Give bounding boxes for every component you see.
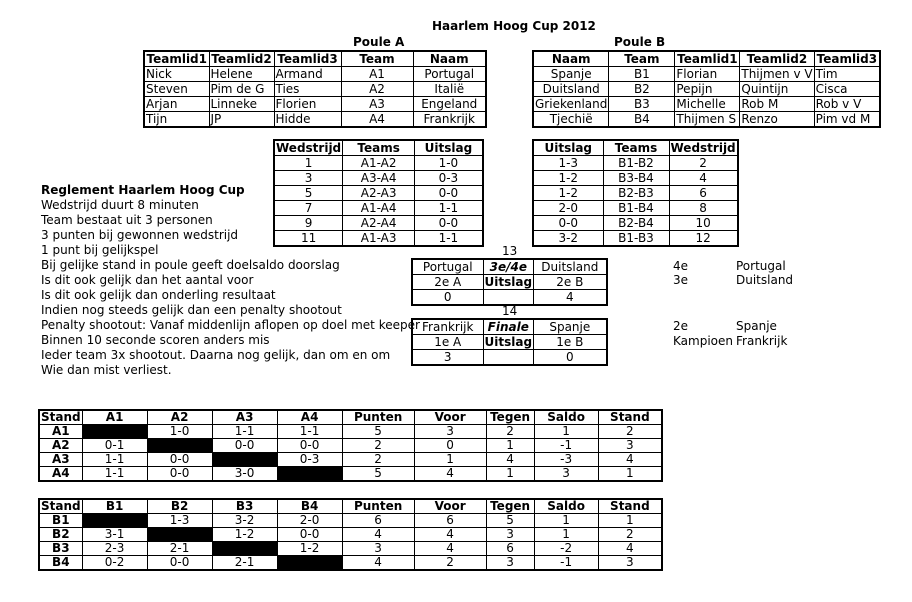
standings-a-cell: 4 [414, 467, 486, 482]
standings-a-cell: 1 [534, 425, 598, 439]
standings-b-cell: 0-2 [82, 556, 147, 571]
poule-a-header: Teamlid2 [209, 51, 274, 67]
poule-a-cell: A4 [341, 112, 413, 128]
matches-a-cell: A1-A2 [343, 156, 415, 171]
matches-b-cell: 10 [669, 216, 738, 231]
rule-line: Bij gelijke stand in poule geeft doelsaldo doorslag [41, 258, 340, 272]
rule-line: Ieder team 3x shootout. Daarna nog gelijk, dan om en om [41, 348, 391, 362]
standings-b-row [39, 542, 662, 556]
third-place-score-right: 4 [565, 290, 574, 304]
standings-a-header: A2 [147, 410, 212, 425]
matches-a-cell: A2-A3 [343, 186, 415, 201]
standings-b-cell: B1 [39, 514, 82, 528]
poule-b-cell: Michelle [675, 97, 740, 112]
matches-b-row [533, 201, 738, 216]
standings-b-cell: 4 [342, 556, 414, 571]
poule-a-header-row [144, 51, 486, 67]
third-place-match-number: 13 [502, 244, 518, 258]
matches-b-row [533, 186, 738, 201]
standings-a-header: A4 [277, 410, 342, 425]
standings-a-cell: 4 [598, 453, 662, 467]
rule-line: Binnen 10 seconde scoren anders mis [41, 333, 270, 347]
standings-b-cell: 3 [486, 528, 534, 542]
poule-b-row [533, 112, 880, 128]
matches-a-header: Wedstrijd [276, 141, 342, 155]
standings-b-cell: 2-3 [82, 542, 147, 556]
standings-a-cell: 1-1 [212, 425, 277, 439]
third-place-score-row [412, 290, 607, 306]
ranking-place: Kampioen [673, 334, 733, 348]
third-place-table [411, 258, 608, 306]
standings-a-cell: 2 [342, 439, 414, 453]
standings-a-cell: 3 [414, 425, 486, 439]
poule-a-cell: Nick [144, 67, 209, 82]
standings-b-header: B4 [277, 499, 342, 514]
ranking-team: Spanje [736, 319, 777, 333]
rule-line: Is dit ook gelijk dan het aantal voor [41, 273, 254, 287]
standings-b-cell: 2-1 [147, 542, 212, 556]
poule-a-cell: Helene [209, 67, 274, 82]
matches-b-row [533, 231, 738, 247]
matches-a-cell: 1-1 [415, 201, 483, 216]
poule-b-cell: Tjechië [533, 112, 609, 128]
standings-a-cell: A2 [39, 439, 82, 453]
standings-a-self-cell [277, 467, 342, 482]
matches-a-cell: A2-A4 [343, 216, 415, 231]
poule-a-cell: Tijn [144, 112, 209, 128]
standings-a-cell: -3 [534, 453, 598, 467]
poule-b-cell: B2 [609, 82, 675, 97]
poule-b-header: Team [609, 51, 675, 67]
matches-b-cell: B3-B4 [603, 171, 669, 186]
third-place-score-left: 0 [412, 290, 483, 306]
poule-a-cell: JP [209, 112, 274, 128]
standings-a-cell: 1-0 [147, 425, 212, 439]
poule-a-cell: Armand [274, 67, 341, 82]
final-label: Finale [483, 319, 534, 335]
poule-b-cell: B1 [609, 67, 675, 82]
standings-a-header: Stand [598, 410, 662, 425]
matches-a-header: Uitslag [415, 140, 483, 156]
standings-b-cell: 3 [598, 556, 662, 571]
standings-a-cell: A1 [39, 425, 82, 439]
third-place-label: 3e/4e [483, 259, 534, 275]
poule-a-cell: A1 [341, 67, 413, 82]
standings-b-cell: 1 [534, 528, 598, 542]
poule-b-cell: Cisca [814, 82, 880, 97]
poule-b-matches-table [532, 139, 739, 247]
rule-line: 3 punten bij gewonnen wedstrijd [41, 228, 239, 242]
standings-b-cell: 3-2 [212, 514, 277, 528]
poule-b-cell: Florian [675, 67, 740, 82]
matches-b-header: Uitslag [533, 140, 603, 156]
standings-a-cell: 1 [598, 467, 662, 482]
standings-a-cell: 1-1 [82, 467, 147, 482]
poule-b-cell: Rob v V [814, 97, 880, 112]
matches-a-header-row [274, 140, 483, 156]
poule-b-cell: Thijmen S [675, 112, 740, 128]
standings-a-header: A1 [82, 410, 147, 425]
final-result-label: Uitslag [484, 335, 533, 349]
matches-a-cell: 0-3 [415, 171, 483, 186]
poule-a-cell: Ties [274, 82, 341, 97]
poule-a-row [144, 97, 486, 112]
standings-b-row [39, 528, 662, 542]
standings-a-cell: 1 [414, 453, 486, 467]
poule-b-cell: B4 [609, 112, 675, 128]
standings-b-row [39, 556, 662, 571]
standings-a-row [39, 467, 662, 482]
matches-b-cell: B1-B3 [603, 231, 669, 247]
standings-b-cell: B3 [39, 542, 82, 556]
final-match-number: 14 [502, 304, 518, 318]
poule-a-cell: Hidde [274, 112, 341, 128]
poule-a-row [144, 82, 486, 97]
standings-b-header-row [39, 499, 662, 514]
standings-a-cell: 2 [598, 425, 662, 439]
standings-b-cell: 0-0 [147, 556, 212, 571]
page-title: Haarlem Hoog Cup 2012 [432, 19, 596, 33]
standings-b-header: Stand [41, 499, 81, 513]
ranking-place: 2e [673, 319, 689, 333]
standings-b-cell: 1 [534, 514, 598, 528]
matches-a-cell: A3-A4 [343, 171, 415, 186]
poule-b-header: Teamlid1 [675, 51, 740, 67]
ranking-place: 4e [673, 259, 689, 273]
third-place-seed-right: 2e B [534, 275, 607, 290]
matches-b-row [533, 171, 738, 186]
matches-a-row [274, 171, 483, 186]
rule-line: Indien nog steeds gelijk dan een penalty shootout [41, 303, 342, 317]
poule-b-header: Naam [533, 51, 609, 67]
matches-b-cell: 1-2 [533, 186, 603, 201]
rule-line: Wedstrijd duurt 8 minuten [41, 198, 199, 212]
standings-b-cell: -2 [534, 542, 598, 556]
poule-b-cell: Spanje [533, 67, 609, 82]
standings-a-row [39, 439, 662, 453]
poule-b-label: Poule B [614, 35, 666, 49]
poule-a-header: Teamlid1 [144, 51, 209, 67]
matches-a-cell: 11 [274, 231, 343, 247]
poule-a-cell: Florien [274, 97, 341, 112]
third-place-seed-left: 2e A [412, 275, 483, 290]
standings-a-cell: 1-1 [82, 453, 147, 467]
matches-a-row [274, 156, 483, 171]
standings-b-header: Tegen [486, 499, 534, 514]
standings-b-header: Voor [414, 499, 486, 514]
standings-b-cell: 4 [598, 542, 662, 556]
standings-b-cell: 3-1 [82, 528, 147, 542]
standings-a-header: A3 [212, 410, 277, 425]
poule-b-header: Teamlid2 [740, 51, 814, 67]
poule-a-row [144, 67, 486, 82]
standings-b-cell: 1-2 [212, 528, 277, 542]
matches-b-cell: B2-B4 [603, 216, 669, 231]
standings-a-cell: 2 [486, 425, 534, 439]
matches-a-cell: A1-A4 [343, 201, 415, 216]
standings-b-cell: 2-1 [212, 556, 277, 571]
standings-a-cell: 0-0 [277, 439, 342, 453]
standings-a-header: Punten [342, 410, 414, 425]
matches-b-cell: 6 [669, 186, 738, 201]
poule-a-cell: Italië [413, 82, 486, 97]
standings-b-cell: 2 [598, 528, 662, 542]
final-score-gap [483, 350, 534, 366]
standings-a-cell: 0-0 [147, 467, 212, 482]
matches-a-cell: A1-A3 [343, 231, 415, 247]
ranking-team: Duitsland [736, 273, 794, 287]
ranking-team: Frankrijk [736, 334, 788, 348]
poule-b-cell: Griekenland [535, 97, 608, 111]
standings-b-cell: 0-0 [277, 528, 342, 542]
poule-b-cell: Pim vd M [814, 112, 880, 128]
standings-a-header: Saldo [534, 410, 598, 425]
standings-b-cell: 6 [414, 514, 486, 528]
poule-b-table [532, 50, 881, 128]
standings-a-cell: 0-1 [82, 439, 147, 453]
matches-b-cell: 0-0 [533, 216, 603, 231]
matches-b-header: Wedstrijd [670, 141, 736, 155]
matches-b-cell: 3-2 [533, 231, 603, 247]
matches-a-cell: 0-0 [415, 216, 483, 231]
standings-b-cell: B4 [39, 556, 82, 571]
poule-b-cell: Quintijn [740, 82, 814, 97]
poule-b-cell: Renzo [740, 112, 814, 128]
standings-a-row [39, 425, 662, 439]
matches-b-cell: B2-B3 [603, 186, 669, 201]
standings-a-row [39, 453, 662, 467]
poule-b-row [533, 67, 880, 82]
final-team-right: Spanje [534, 319, 607, 335]
standings-a-header: Tegen [486, 410, 534, 425]
matches-b-cell: 8 [669, 201, 738, 216]
matches-b-cell: B1-B2 [603, 156, 669, 171]
poule-a-row [144, 112, 486, 128]
standings-a-header-row [39, 410, 662, 425]
standings-b-cell: 1-2 [277, 542, 342, 556]
standings-b-cell: 4 [414, 542, 486, 556]
poule-b-cell: Tim [814, 67, 880, 82]
standings-a-cell: 3 [534, 467, 598, 482]
standings-a-cell: A3 [39, 453, 82, 467]
third-place-score-gap [483, 290, 534, 306]
standings-b-self-cell [277, 556, 342, 571]
matches-b-header: Teams [603, 140, 669, 156]
poule-a-cell: A2 [341, 82, 413, 97]
final-seed-right: 1e B [534, 335, 607, 350]
rule-line: Penalty shootout: Vanaf middenlijn aflopen op doel met keeper [41, 318, 420, 332]
poule-a-cell: Arjan [144, 97, 209, 112]
standings-a-cell: 1 [486, 467, 534, 482]
matches-b-cell: 12 [669, 231, 738, 247]
standings-b-row [39, 514, 662, 528]
poule-b-cell: B3 [609, 97, 675, 112]
standings-b-cell: 6 [486, 542, 534, 556]
standings-b-self-cell [82, 514, 147, 528]
standings-b-cell: 5 [486, 514, 534, 528]
poule-b-header: Teamlid3 [814, 51, 880, 67]
final-table [411, 318, 608, 366]
matches-b-cell: 2 [669, 156, 738, 171]
matches-a-cell: 7 [274, 201, 343, 216]
third-place-team-right: Duitsland [534, 259, 607, 275]
final-seeds-row [412, 335, 607, 350]
standings-b-cell: 1 [598, 514, 662, 528]
rule-line: Is dit ook gelijk dan onderling resultaat [41, 288, 276, 302]
standings-a-cell: 1-1 [277, 425, 342, 439]
matches-b-header-row [533, 140, 738, 156]
standings-b-cell: 4 [414, 528, 486, 542]
final-score-right: 0 [565, 350, 574, 364]
standings-a-cell: 5 [342, 425, 414, 439]
standings-b-cell: B2 [39, 528, 82, 542]
standings-b-self-cell [147, 528, 212, 542]
standings-b-header: B1 [82, 499, 147, 514]
final-team-left: Frankrijk [412, 319, 483, 335]
standings-a-cell: 4 [486, 453, 534, 467]
standings-b-header: Saldo [534, 499, 598, 514]
ranking-team: Portugal [736, 259, 786, 273]
poule-a-label: Poule A [353, 35, 405, 49]
matches-a-cell: 1-1 [415, 231, 483, 247]
matches-a-cell: 1 [274, 156, 343, 171]
standings-a-cell: 3 [598, 439, 662, 453]
matches-b-row [533, 216, 738, 231]
matches-b-row [533, 156, 738, 171]
poule-a-header: Team [341, 51, 413, 67]
final-score-row [412, 350, 607, 366]
standings-b-cell: 2-0 [277, 514, 342, 528]
matches-b-cell: 2-0 [533, 201, 603, 216]
poule-a-header: Teamlid3 [274, 51, 341, 67]
standings-b-header: Punten [342, 499, 414, 514]
matches-a-cell: 1-0 [415, 156, 483, 171]
third-place-teams-row [412, 259, 607, 275]
matches-a-cell: 0-0 [415, 186, 483, 201]
standings-b-cell: 6 [342, 514, 414, 528]
matches-b-cell: 1-2 [533, 171, 603, 186]
final-score-left: 3 [412, 350, 483, 366]
standings-a-cell: 0-0 [147, 453, 212, 467]
standings-b-header: Stand [598, 499, 662, 514]
standings-a-self-cell [82, 425, 147, 439]
rule-line: Team bestaat uit 3 personen [41, 213, 213, 227]
standings-b-cell: 1-3 [147, 514, 212, 528]
final-teams-row [412, 319, 607, 335]
matches-a-cell: 3 [274, 171, 343, 186]
poule-b-header-row [533, 51, 880, 67]
standings-b-header: B2 [147, 499, 212, 514]
standings-a-cell: 0-3 [277, 453, 342, 467]
poule-b-cell: Pepijn [675, 82, 740, 97]
poule-a-cell: Steven [144, 82, 209, 97]
poule-a-cell: Linneke [209, 97, 274, 112]
final-seed-left: 1e A [412, 335, 483, 350]
poule-a-cell: Frankrijk [413, 112, 486, 128]
rules-heading: Reglement Haarlem Hoog Cup [41, 183, 245, 197]
poule-b-standings-table [38, 498, 663, 571]
poule-b-cell: Thijmen v V [741, 67, 813, 81]
rule-line: Wie dan mist verliest. [41, 363, 172, 377]
poule-a-cell: Pim de G [209, 82, 274, 97]
standings-b-cell: 2 [414, 556, 486, 571]
standings-a-cell: 0 [414, 439, 486, 453]
standings-b-cell: -1 [534, 556, 598, 571]
standings-a-cell: 3-0 [212, 467, 277, 482]
poule-b-cell: Rob M [740, 97, 814, 112]
standings-b-self-cell [212, 542, 277, 556]
poule-a-cell: Engeland [413, 97, 486, 112]
standings-a-cell: 2 [342, 453, 414, 467]
standings-b-cell: 3 [342, 542, 414, 556]
poule-a-standings-table [38, 409, 663, 482]
standings-a-self-cell [147, 439, 212, 453]
standings-b-cell: 4 [342, 528, 414, 542]
poule-a-cell: A3 [341, 97, 413, 112]
standings-a-header: Voor [414, 410, 486, 425]
matches-b-cell: 1-3 [533, 156, 603, 171]
third-place-seeds-row [412, 275, 607, 290]
poule-a-cell: Portugal [413, 67, 486, 82]
third-place-team-left: Portugal [412, 259, 483, 275]
standings-a-cell: 0-0 [212, 439, 277, 453]
poule-b-cell: Duitsland [533, 82, 609, 97]
standings-a-cell: 1 [486, 439, 534, 453]
standings-b-header: B3 [212, 499, 277, 514]
poule-b-row [533, 82, 880, 97]
matches-b-cell: 4 [669, 171, 738, 186]
poule-b-row [533, 97, 880, 112]
ranking-place: 3e [673, 273, 689, 287]
matches-a-header: Teams [343, 140, 415, 156]
third-place-result-label: Uitslag [484, 275, 533, 289]
standings-a-cell: -1 [534, 439, 598, 453]
poule-a-table [143, 50, 487, 128]
matches-a-cell: 9 [274, 216, 343, 231]
matches-a-cell: 5 [274, 186, 343, 201]
rule-line: 1 punt bij gelijkspel [41, 243, 159, 257]
standings-a-cell: A4 [39, 467, 82, 482]
poule-a-header: Naam [413, 51, 486, 67]
standings-a-cell: 5 [342, 467, 414, 482]
standings-a-header: Stand [41, 410, 81, 424]
rules-list [41, 198, 420, 378]
standings-b-cell: 3 [486, 556, 534, 571]
matches-b-cell: B1-B4 [603, 201, 669, 216]
standings-a-self-cell [212, 453, 277, 467]
